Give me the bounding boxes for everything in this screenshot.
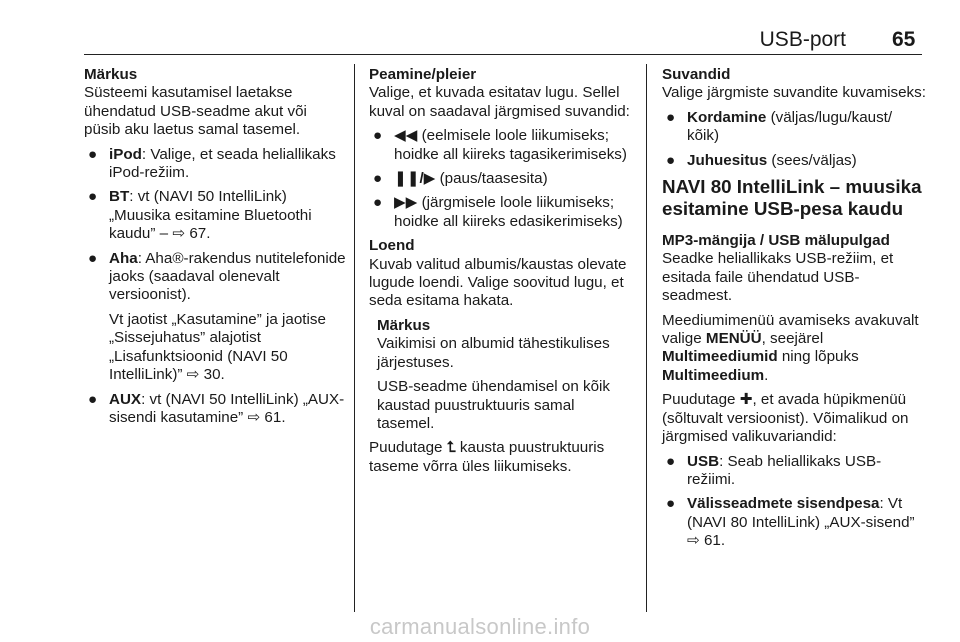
page-header	[0, 0, 960, 58]
bullet-icon: ●	[666, 151, 676, 169]
note-text: Süsteemi kasutamisel laetakse ühendatud USB-seadme akut või püsib aku laetus samal tasemel.	[84, 84, 307, 139]
list-item-next	[369, 194, 633, 231]
note-heading: Märkus	[84, 66, 138, 83]
sub-heading: MP3-mängija / USB mälupulgad	[662, 232, 890, 250]
bullet-icon: ●	[666, 452, 676, 470]
pause-play-icon: ❚❚/▶	[394, 170, 436, 188]
header-rule	[84, 54, 922, 55]
fast-forward-icon: ▶▶	[394, 194, 418, 212]
aux-text: : vt (NAVI 50 IntelliLink) „AUX-sisendi kasutamine”	[109, 390, 345, 426]
list-item-ipod	[84, 146, 346, 183]
bullet-icon: ●	[88, 390, 98, 408]
note-text-1: Vaikimisi on albumid tähestikulises järjestuses.	[377, 335, 610, 371]
aha-label: Aha	[109, 249, 138, 267]
aha-text: : Aha®-rakendus nutitelefonide jaoks (saadaval olenevalt versioonist).	[109, 249, 346, 304]
list-item-prev	[369, 127, 633, 164]
bullet-icon: ●	[373, 194, 383, 212]
column-right	[662, 66, 928, 557]
bullet-icon: ●	[666, 108, 676, 126]
bullet-icon: ●	[666, 495, 676, 513]
folder-text-b: kausta puustruktuuris taseme võrra üles liikumiseks.	[369, 439, 605, 475]
aux-page-ref[interactable]: 61.	[264, 408, 286, 426]
list-text: Kuvab valitud albumis/kaustas olevate lugude loendi. Valige soovitud lugu, et seda esitama hakata.	[369, 255, 627, 310]
bullet-icon: ●	[373, 127, 383, 145]
page-ref-icon: ⇨	[172, 225, 186, 243]
aha-extra	[84, 311, 346, 385]
external-page-ref[interactable]: 61.	[703, 532, 726, 550]
note-block	[369, 317, 633, 433]
bt-label: BT	[109, 188, 130, 206]
list-item-repeat	[662, 109, 928, 146]
bullet-icon: ●	[88, 145, 98, 163]
ipod-label: iPod	[109, 145, 142, 163]
repeat-text: (väljas/lugu/kaust/ kõik)	[687, 108, 893, 145]
page-title: USB-port	[759, 28, 846, 51]
note-heading: Märkus	[377, 316, 431, 334]
bullet-icon: ●	[88, 249, 98, 267]
sub-text: Seadke heliallikaks USB-režiim, et esitada faile ühendatud USB-seadmest.	[662, 250, 894, 305]
watermark	[0, 614, 960, 640]
plus-paragraph	[662, 391, 928, 446]
rewind-icon: ◀◀	[394, 127, 418, 145]
page-ref-icon: ⇨	[247, 408, 261, 426]
column-left	[84, 66, 346, 433]
menu-text-d: .	[764, 366, 769, 384]
external-label: Välisseadmete sisendpesa	[687, 495, 880, 513]
plus-text-b: , et avada hüpikmenüü (sõltuvalt versioonist). Võimalikud on järgmised valikuvariandid:	[662, 391, 909, 446]
list-item-pause	[369, 170, 633, 188]
list-item-usb	[662, 453, 928, 490]
player-heading: Peamine/pleier	[369, 66, 477, 83]
list-heading: Loend	[369, 237, 415, 255]
list-item-shuffle	[662, 152, 928, 170]
list-item-aha	[84, 250, 346, 305]
plus-icon: ✚	[739, 391, 753, 409]
shuffle-text: (sees/väljas)	[771, 151, 857, 169]
options-text: Valige järgmiste suvandite kuvamiseks:	[662, 84, 926, 102]
page-number: 65	[892, 28, 916, 51]
next-text: (järgmisele loole liikumiseks; hoidke all kiireks edasikerimiseks)	[394, 194, 623, 230]
folder-up-icon: ⮤	[446, 439, 456, 457]
page-ref-icon: ⇨	[186, 366, 200, 384]
column-divider-1	[354, 64, 355, 612]
menu-bold-1: MENÜÜ	[705, 330, 762, 348]
shuffle-label: Juhuesitus	[687, 151, 768, 169]
section-heading: NAVI 80 IntelliLink – muusika esitamine USB-pesa kaudu	[662, 176, 922, 220]
bt-text: : vt (NAVI 50 IntelliLink) „Muusika esitamine Bluetoothi kaudu” –	[109, 188, 312, 243]
watermark-text: carmanualsonline.info	[369, 614, 591, 639]
prev-text: (eelmisele loole liikumiseks; hoidke all kiireks tagasikerimiseks)	[394, 127, 627, 163]
plus-text-a: Puudutage	[662, 391, 736, 409]
bullet-icon: ●	[88, 188, 98, 206]
options-heading: Suvandid	[662, 66, 731, 83]
pause-text: (paus/taasesita)	[439, 170, 548, 188]
menu-bold-2: Multimeediumid	[662, 348, 778, 366]
player-text: Valige, et kuvada esitatav lugu. Sellel kuval on saadaval järgmised suvandid:	[369, 84, 630, 120]
usb-text: : Seab heliallikaks USB-režiimi.	[687, 452, 882, 488]
external-text: : Vt (NAVI 80 IntelliLink) „AUX-sisend”	[687, 495, 915, 531]
menu-text-c: ning lõpuks	[781, 348, 859, 366]
bt-page-ref[interactable]: 67.	[189, 225, 211, 243]
list-item-bt	[84, 188, 346, 243]
aha-page-ref[interactable]: 30.	[203, 366, 225, 384]
folder-paragraph	[369, 439, 633, 476]
menu-text-b: , seejärel	[761, 330, 824, 348]
ipod-text: : Valige, et seada heliallikaks iPod-režiim.	[109, 145, 336, 182]
list-item-aux	[84, 391, 346, 428]
repeat-label: Kordamine	[687, 108, 767, 126]
aha-extra-text: Vt jaotist „Kasutamine” ja jaotise „Sissejuhatus” alajotist „Lisafunktsioonid (NAVI 50 IntelliLink)”	[109, 310, 326, 384]
usb-label: USB	[687, 452, 720, 470]
menu-text-a: Meediumimenüü avamiseks avakuvalt valige	[662, 311, 919, 348]
menu-paragraph	[662, 312, 928, 386]
bullet-icon: ●	[373, 170, 383, 188]
column-divider-2	[646, 64, 647, 612]
folder-text-a: Puudutage	[369, 439, 443, 457]
list-item-external	[662, 495, 928, 550]
page-ref-icon: ⇨	[687, 532, 700, 550]
note-text-2: USB-seadme ühendamisel on kõik kaustad puustruktuuris samal tasemel.	[377, 378, 610, 432]
column-middle	[369, 66, 633, 482]
aux-label: AUX	[109, 390, 142, 408]
menu-bold-3: Multimeedium	[662, 366, 765, 384]
